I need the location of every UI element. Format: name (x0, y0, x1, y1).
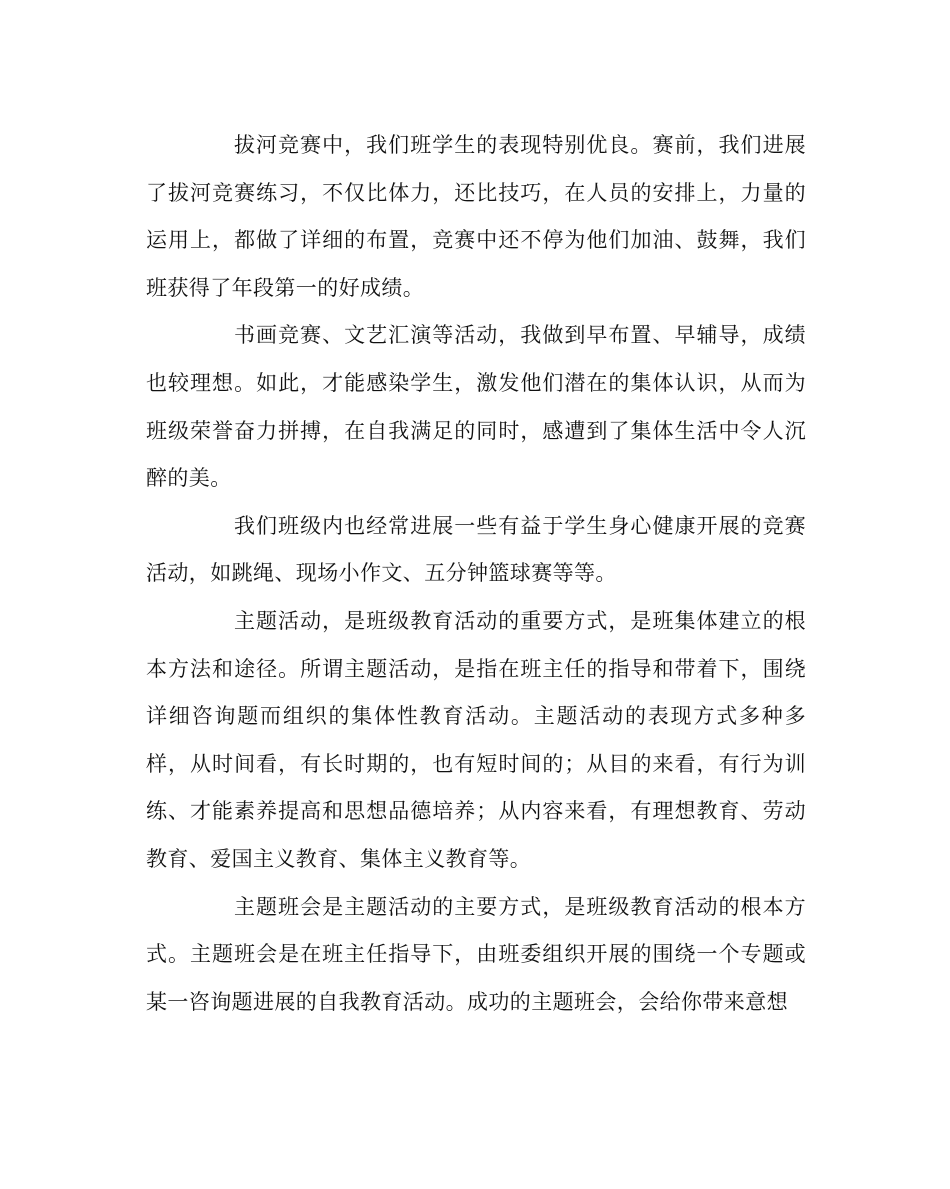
paragraph-theme-class-meeting: 主题班会是主题活动的主要方式，是班级教育活动的根本方式。主题班会是在班主任指导下，由班委组织开展的围绕一个专题或某一咨询题进展的自我教育活动。成功的主题班会，会给你带来意想 (146, 894, 806, 1014)
paragraph-class-competitions: 我们班级内也经常进展一些有益于学生身心健康开展的竞赛活动，如跳绳、现场小作文、五分钟篮球赛等等。 (146, 513, 806, 586)
paragraph-theme-activities: 主题活动，是班级教育活动的重要方式，是班集体建立的根本方法和途径。所谓主题活动，是指在班主任的指导和带着下，围绕详细咨询题而组织的集体性教育活动。主题活动的表现方式多种多样，从时间看，有长时期的，也有短时间的；从目的来看，有行为训练、才能素养提高和思想品德培养；从内容来看，有理想教育、劳动教育、爱国主义教育、集体主义教育等。 (146, 608, 806, 871)
paragraph-tug-of-war: 拔河竞赛中，我们班学生的表现特别优良。赛前，我们进展了拔河竞赛练习，不仅比体力，还比技巧，在人员的安排上，力量的运用上，都做了详细的布置，竞赛中还不停为他们加油、鼓舞，我们班获得了年段第一的好成绩。 (146, 133, 806, 300)
document-body (146, 122, 806, 1026)
paragraph-calligraphy-contest: 书画竞赛、文艺汇演等活动，我做到早布置、早辅导，成绩也较理想。如此，才能感染学生，激发他们潜在的集体认识，从而为班级荣誉奋力拼搏，在自我满足的同时，感遭到了集体生活中令人沉醉的美。 (146, 323, 806, 491)
